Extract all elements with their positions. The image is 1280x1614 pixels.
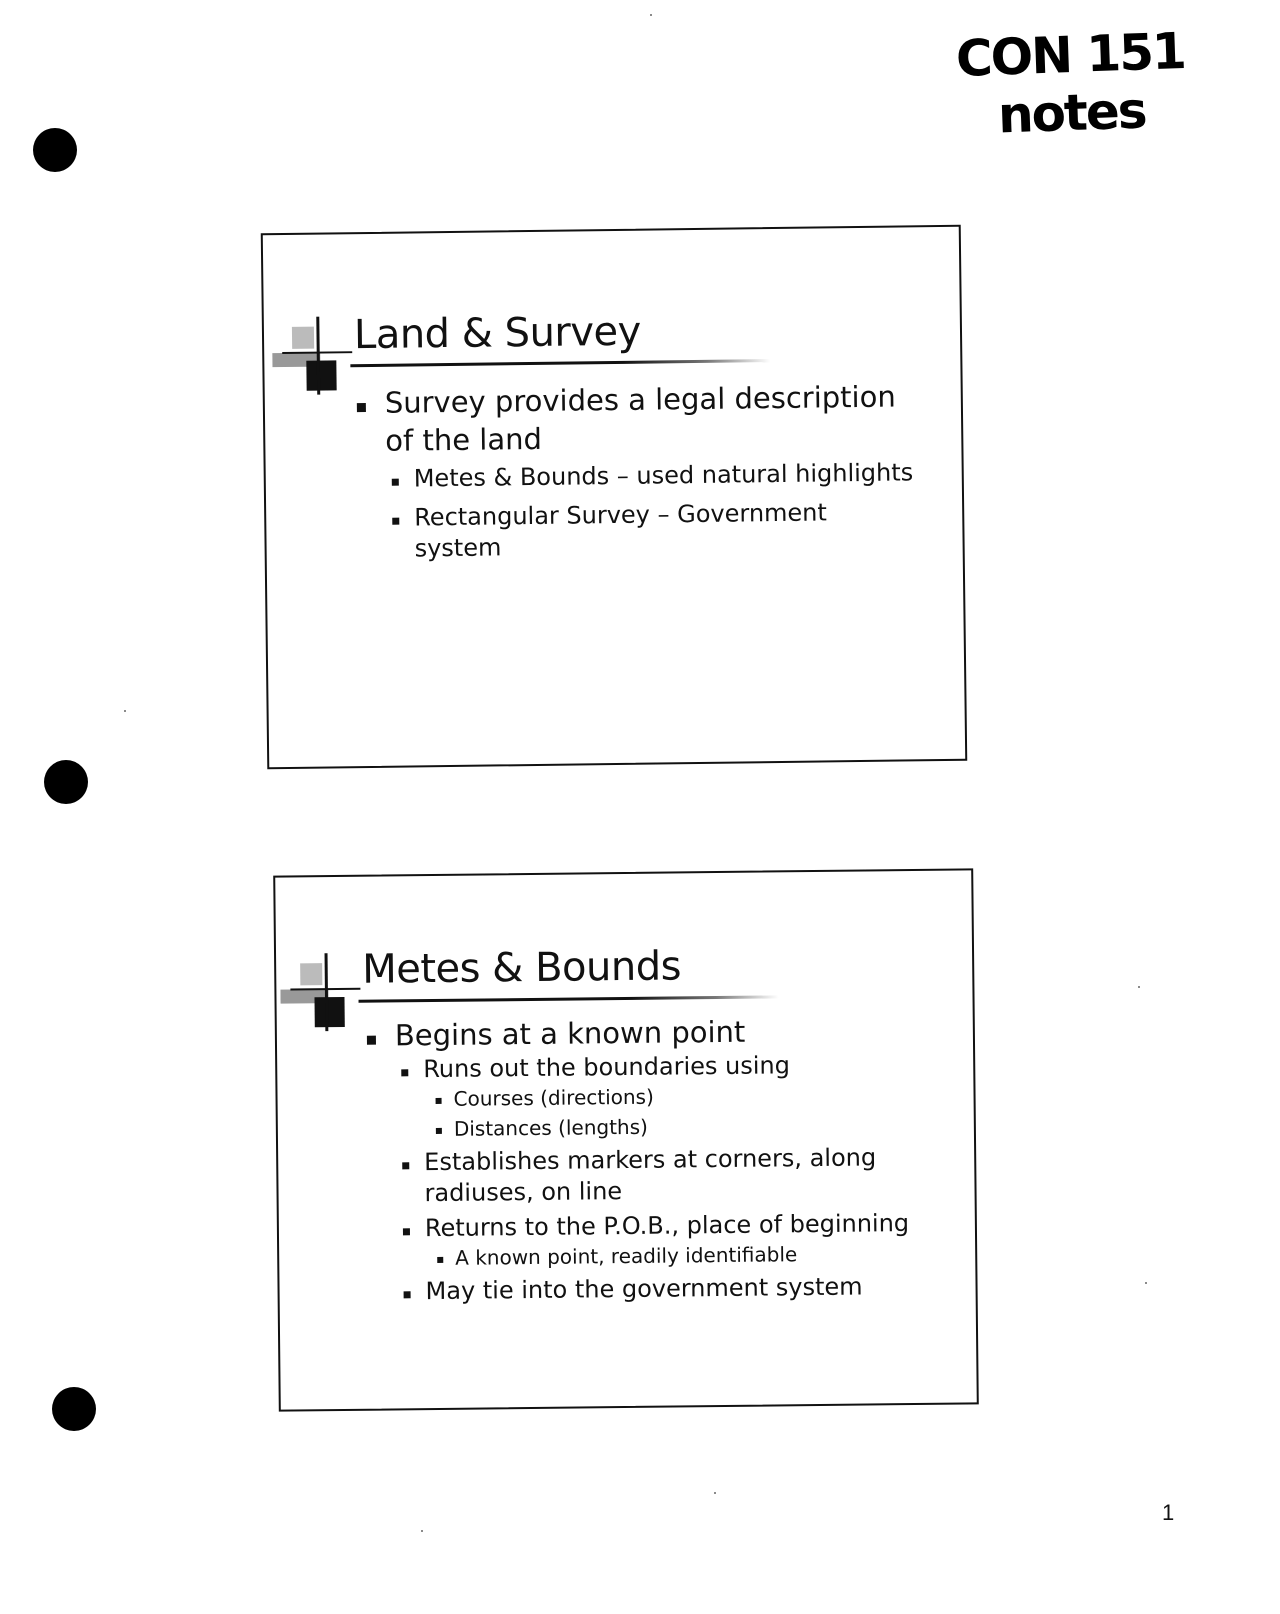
scan-speck bbox=[124, 710, 126, 712]
slide-logo-icon bbox=[272, 316, 357, 397]
bullet-item: Distances (lengths) bbox=[436, 1110, 948, 1143]
scan-speck bbox=[1138, 986, 1140, 988]
binder-hole-top bbox=[33, 128, 77, 172]
binder-hole-bottom bbox=[52, 1387, 96, 1431]
bullet-item: Courses (directions) bbox=[435, 1080, 947, 1113]
bullet-item: Returns to the P.O.B., place of beginning bbox=[403, 1208, 949, 1245]
title-underline bbox=[350, 359, 770, 367]
slide-land-survey bbox=[261, 225, 967, 770]
handwritten-note-line2: notes bbox=[996, 81, 1147, 145]
slide-title: Land & Survey bbox=[353, 308, 642, 359]
handwritten-note-line1: CON 151 bbox=[955, 22, 1186, 88]
bullet-item: May tie into the government system bbox=[403, 1271, 949, 1308]
slide-logo-icon bbox=[280, 953, 365, 1034]
bullet-item: Metes & Bounds – used natural highlights bbox=[392, 457, 918, 494]
binder-hole-middle bbox=[44, 760, 88, 804]
bullet-item: Survey provides a legal description of the land bbox=[357, 377, 918, 460]
handwritten-note bbox=[955, 22, 1186, 146]
title-underline bbox=[359, 995, 779, 1002]
bullet-item: Begins at a known point bbox=[367, 1011, 947, 1055]
bullet-item: A known point, readily identifiable bbox=[437, 1239, 949, 1272]
scan-speck bbox=[1145, 1282, 1147, 1284]
slide-metes-bounds bbox=[273, 868, 979, 1411]
bullet-list bbox=[367, 1011, 950, 1308]
bullet-item: Runs out the boundaries using bbox=[401, 1049, 947, 1086]
bullet-item: Rectangular Survey – Government system bbox=[392, 496, 919, 564]
bullet-item: Establishes markers at corners, along radiuses, on line bbox=[402, 1142, 885, 1209]
page-number: 1 bbox=[1162, 1500, 1175, 1525]
scan-speck bbox=[650, 14, 652, 16]
bullet-list bbox=[357, 377, 919, 565]
slide-title: Metes & Bounds bbox=[361, 943, 682, 993]
scan-speck bbox=[714, 1492, 716, 1494]
scan-speck bbox=[421, 1530, 423, 1532]
